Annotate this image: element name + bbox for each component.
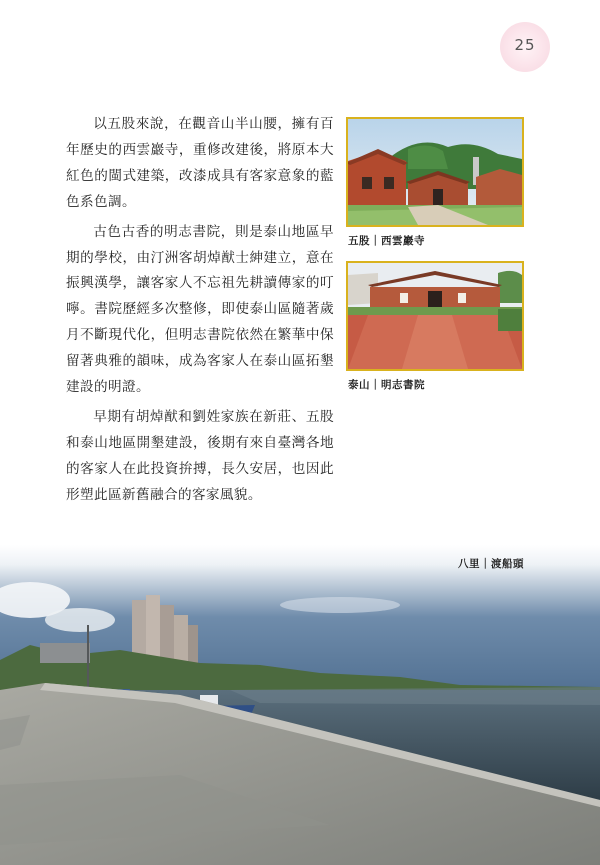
academy-caption: 泰山｜明志書院 — [348, 379, 425, 391]
paragraph-1: 以五股來說，在觀音山半山腰，擁有百年歷史的西雲巖寺，重修改建後，將原本大紅色的閩式建築，改漆成具有客家意象的藍色系色調。 — [66, 116, 334, 210]
temple-illustration — [348, 119, 522, 225]
paragraph-3: 早期有胡焯猷和劉姓家族在新莊、五股和泰山地區開墾建設，後期有來自臺灣各地的客家人在此投資拚搏，長久安居，也因此形塑此區新舊融合的客家風貌。 — [66, 408, 334, 503]
academy-illustration — [348, 263, 522, 369]
harbor-photo — [0, 545, 600, 865]
temple-caption: 五股｜西雲巖寺 — [348, 235, 425, 247]
paragraph-2: 古色古香的明志書院，則是泰山地區早期的學校，由汀洲客胡焯猷士紳建立，意在振興漢學，讓客家人不忘祖先耕讀傳家的叮嚀。書院歷經多次整修，即使泰山區隨著歲月不斷現代化，但明志書院依然在繁華中保留著典雅的韻味，成為客家人在泰山區拓墾建設的明證。 — [66, 223, 334, 396]
article-body — [66, 112, 334, 513]
page-number: 25 — [514, 36, 536, 54]
temple-photo — [346, 117, 524, 227]
page-number-badge — [500, 22, 550, 72]
harbor-caption: 八里｜渡船頭 — [458, 558, 524, 570]
harbor-illustration — [0, 545, 600, 865]
academy-photo — [346, 261, 524, 371]
